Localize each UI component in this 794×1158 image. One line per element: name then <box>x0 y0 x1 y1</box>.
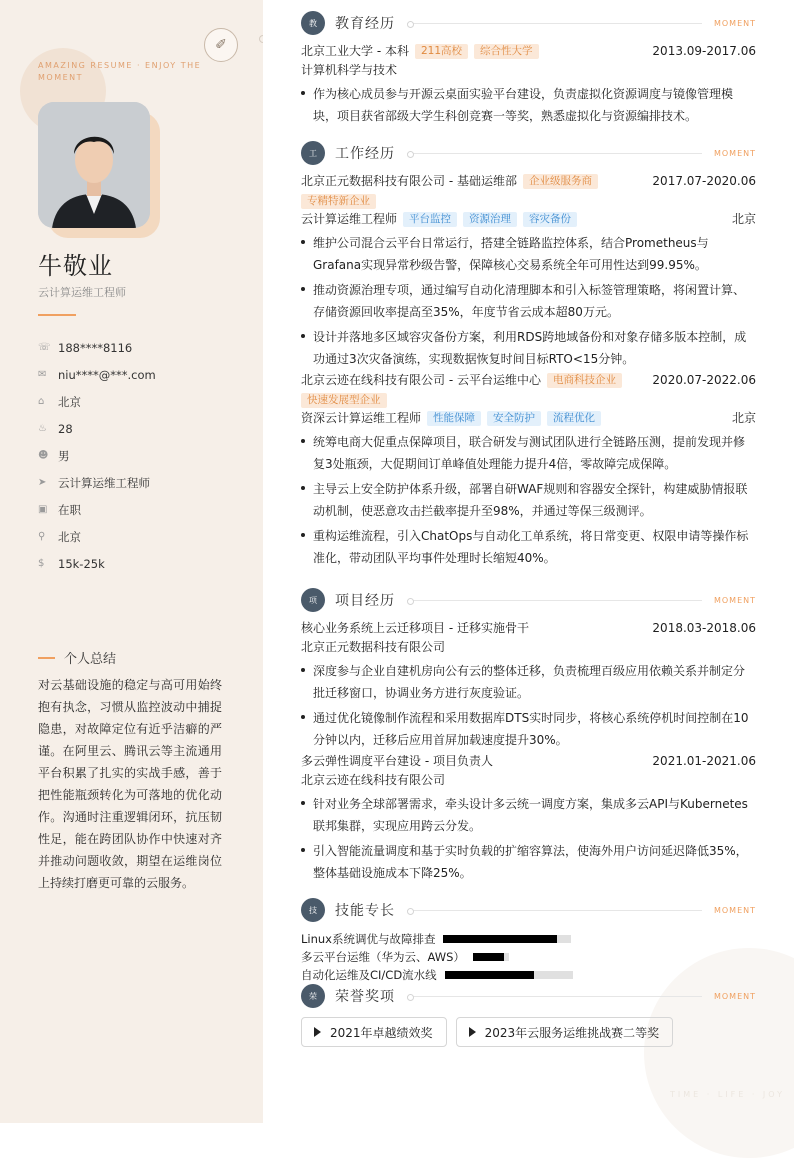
section-moment: MOMENT <box>713 905 756 915</box>
contact-phone <box>38 334 238 361</box>
contact-status <box>38 496 238 523</box>
skill-bar <box>445 971 573 979</box>
decor-dot <box>259 35 263 43</box>
tag: 平台监控 <box>403 212 457 227</box>
contact-text: 28 <box>58 421 73 436</box>
role: 云计算运维工程师 <box>301 212 398 226</box>
decor-watermark: TIME · LIFE · JOY <box>670 1090 786 1099</box>
section-moment: MOMENT <box>713 18 756 28</box>
section-title: 教育经历 <box>335 16 395 32</box>
bullet: 推动资源治理专项，通过编写自动化清理脚本和引入标签管理策略，将闲置计算、存储资源回收率提高至35%，年度节省云成本超80万元。 <box>301 279 756 323</box>
section-projects <box>301 588 756 884</box>
role: 资深云计算运维工程师 <box>301 411 422 425</box>
summary-text: 对云基础设施的稳定与高可用始终抱有执念，习惯从监控波动中捕捉隐患，对故障定位有近乎洁癖的严谨。在阿里云、腾讯云等主流通用平台积累了扎实的实战手感，善于把性能瓶颈转化为可落地的优化动作。沟通时注重逻辑闭环，抗压韧性足，能在跨团队协作中快速对齐并推动问题收敛，期望在运维岗位上持续打磨更可靠的云服务。 <box>38 678 222 890</box>
play-icon <box>314 1027 321 1037</box>
contact-salary <box>38 550 238 577</box>
skill-fill <box>473 953 504 961</box>
contact-text: 188****8116 <box>58 340 133 355</box>
award-list <box>301 1017 756 1047</box>
contact-age <box>38 415 238 442</box>
section-education <box>301 11 756 127</box>
skill-bar <box>473 953 509 961</box>
skill-name: Linux系统调优与故障排查 <box>301 932 436 946</box>
bullet: 主导云上安全防护体系升级，部署自研WAF规则和容器安全探针，构建威胁情报联动机制，使恶意攻击拦截率提升至98%，并通过等保三级测评。 <box>301 478 756 522</box>
job-subtitle: 云计算运维工程师 <box>38 286 126 299</box>
project-org: 北京正元数据科技有限公司 <box>301 640 446 654</box>
tag: 性能保障 <box>427 411 481 426</box>
section-rule <box>407 23 702 24</box>
contact-text: niu****@***.com <box>58 367 156 382</box>
date: 2017.07-2020.06 <box>652 174 756 188</box>
bullet: 作为核心成员参与开源云桌面实验平台建设，负责虚拟化资源调度与镜像管理模块，项目获省部级大学生科创竞赛一等奖，熟悉虚拟化与资源编排技术。 <box>301 83 756 127</box>
summary-title: 个人总结 <box>64 652 117 667</box>
accent-divider <box>38 314 76 316</box>
job-row <box>301 371 756 390</box>
bullet: 通过优化镜像制作流程和采用数据库DTS实时同步，将核心系统停机时间控制在10分钟以内，迁移后应用首屏加载速度提升30%。 <box>301 707 756 751</box>
mail-icon: ✉ <box>38 369 47 380</box>
project-name: 核心业务系统上云迁移项目 - 迁移实施骨干 <box>301 621 529 635</box>
tag: 流程优化 <box>547 411 601 426</box>
bullet: 设计并落地多区域容灾备份方案，利用RDS跨地域备份和对象存储多版本控制，成功通过3次灾备演练，实现数据恢复时间目标RTO<15分钟。 <box>301 326 756 370</box>
section-rule <box>407 600 702 601</box>
skill-item <box>301 930 571 948</box>
role-row <box>301 409 756 428</box>
contact-text: 北京 <box>58 529 81 544</box>
contact-text: 北京 <box>58 394 81 409</box>
project-name: 多云弹性调度平台建设 - 项目负责人 <box>301 754 493 768</box>
section-badge: 工 <box>301 141 325 165</box>
salary-icon: $ <box>38 558 45 569</box>
bullet: 统筹电商大促重点保障项目，联合研发与测试团队进行全链路压测，提前发现并修复3处瓶颈，大促期间订单峰值处理能力提升4倍，零故障完成保障。 <box>301 431 756 475</box>
bullet: 重构运维流程，引入ChatOps与自动化工单系统，将日常变更、权限申请等操作标准化，带动团队平均事件处理时长缩短40%。 <box>301 525 756 569</box>
city: 北京 <box>731 212 756 226</box>
section-header <box>301 11 756 35</box>
pen-icon: ✐ <box>204 28 238 62</box>
major: 计算机科学与技术 <box>301 63 398 77</box>
award-text: 2023年云服务运维挑战赛二等奖 <box>484 1025 660 1040</box>
tag: 资源治理 <box>463 212 517 227</box>
project-row <box>301 619 756 638</box>
skill-fill <box>443 935 557 943</box>
briefcase-icon: ▣ <box>38 504 48 515</box>
tagline: AMAZING RESUME · ENJOY THE MOMENT <box>38 61 202 82</box>
award-text: 2021年卓越绩效奖 <box>330 1025 433 1040</box>
skill-name: 多云平台运维（华为云、AWS） <box>301 950 465 964</box>
section-badge: 技 <box>301 898 325 922</box>
section-rule <box>407 996 702 997</box>
project-row <box>301 752 756 771</box>
tag: 专精特新企业 <box>301 194 376 209</box>
section-badge: 教 <box>301 11 325 35</box>
bullet: 深度参与企业自建机房向公有云的整体迁移，负责梳理百级应用依赖关系并制定分批迁移窗口，协调业务方进行灰度验证。 <box>301 660 756 704</box>
bullet: 针对业务全球部署需求，牵头设计多云统一调度方案，集成多云API与Kubernetes联邦集群，实现应用跨云分发。 <box>301 793 756 837</box>
phone-icon: ☏ <box>38 342 51 353</box>
section-rule <box>407 153 702 154</box>
award-item <box>301 1017 447 1047</box>
tag: 安全防护 <box>487 411 541 426</box>
award-item <box>456 1017 674 1047</box>
section-header <box>301 588 756 612</box>
section-header <box>301 984 756 1008</box>
tag-row <box>301 390 756 409</box>
education-row <box>301 42 756 61</box>
section-badge: 荣 <box>301 984 325 1008</box>
section-rule <box>407 910 702 911</box>
section-header <box>301 141 756 165</box>
date: 2013.09-2017.06 <box>652 44 756 58</box>
job-row <box>301 172 756 191</box>
company-name: 北京正元数据科技有限公司 - 基础运维部 <box>301 174 517 188</box>
contact-text: 男 <box>58 448 70 463</box>
contact-location <box>38 523 238 550</box>
tag: 综合性大学 <box>474 44 539 59</box>
skill-bar <box>443 935 571 943</box>
section-moment: MOMENT <box>713 991 756 1001</box>
sidebar <box>0 0 263 1123</box>
section-title: 工作经历 <box>335 146 395 162</box>
skill-item <box>301 948 509 966</box>
project-org: 北京云迹在线科技有限公司 <box>301 773 446 787</box>
contact-email[interactable] <box>38 361 238 388</box>
skill-item <box>301 966 573 984</box>
date: 2018.03-2018.06 <box>652 621 756 635</box>
contact-hometown <box>38 388 238 415</box>
date: 2021.01-2021.06 <box>652 754 756 768</box>
company-name: 北京云迹在线科技有限公司 - 云平台运维中心 <box>301 373 541 387</box>
summary-accent <box>38 657 55 659</box>
tag: 快速发展型企业 <box>301 393 387 408</box>
location-pin-icon: ⚲ <box>38 531 46 542</box>
tag: 211高校 <box>415 44 468 59</box>
skill-name: 自动化运维及CI/CD流水线 <box>301 968 437 982</box>
contact-list <box>38 334 238 577</box>
section-work <box>301 141 756 569</box>
city: 北京 <box>731 411 756 425</box>
date: 2020.07-2022.06 <box>652 373 756 387</box>
cake-icon: ♨ <box>38 423 47 434</box>
section-honors <box>301 984 756 1047</box>
summary-heading <box>38 648 116 667</box>
play-icon <box>469 1027 476 1037</box>
bullet: 维护公司混合云平台日常运行，搭建全链路监控体系，结合Prometheus与Grafana实现异常秒级告警，保障核心交易系统全年可用性达到99.95%。 <box>301 232 756 276</box>
contact-target-role <box>38 469 238 496</box>
skill-list <box>301 930 756 984</box>
section-moment: MOMENT <box>713 148 756 158</box>
section-header <box>301 898 756 922</box>
contact-text: 15k-25k <box>58 556 105 571</box>
section-title: 项目经历 <box>335 593 395 609</box>
bullet: 引入智能流量调度和基于实时负载的扩缩容算法，使海外用户访问延迟降低35%，整体基础设施成本下降25%。 <box>301 840 756 884</box>
school-name: 北京工业大学 - 本科 <box>301 44 409 58</box>
tag-row <box>301 191 756 210</box>
section-badge: 项 <box>301 588 325 612</box>
send-icon: ➤ <box>38 477 47 488</box>
gender-icon: ☻ <box>38 450 49 461</box>
section-skills <box>301 898 756 984</box>
avatar <box>38 102 150 228</box>
section-title: 技能专长 <box>335 903 395 919</box>
home-icon: ⌂ <box>38 396 45 407</box>
tag: 电商科技企业 <box>547 373 622 388</box>
contact-text: 云计算运维工程师 <box>58 475 150 490</box>
tag: 容灾备份 <box>523 212 577 227</box>
skill-fill <box>445 971 535 979</box>
role-row <box>301 210 756 229</box>
tag: 企业级服务商 <box>523 174 598 189</box>
section-title: 荣誉奖项 <box>335 989 395 1005</box>
person-name: 牛敬业 <box>38 252 113 280</box>
contact-text: 在职 <box>58 502 81 517</box>
contact-gender <box>38 442 238 469</box>
section-moment: MOMENT <box>713 595 756 605</box>
